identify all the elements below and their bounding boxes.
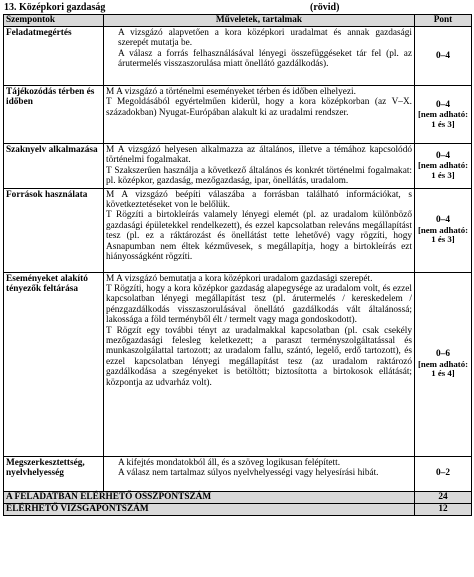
criterion-description	[104, 456, 415, 491]
column-header-criteria: Szempontok	[4, 15, 104, 27]
points-value: 0–6	[436, 349, 450, 360]
points-note: [nem adható: 1 és 3]	[417, 109, 469, 129]
description-line: T Rögzít egy további tényt az uradalmakkal kapcsolatban (pl. csak csekély mezőgazdasági felesleg keletkezett; a paraszt terményszolgáltatással és munkaszolgálattal tartozott; az uradalom fallu, szántó, legelő, erdő tartozott), és ezzel kapcsolatban lényegi megállapítást tesz (az uradalom raktározó gazdálkodása a szegényeket is betöltött; biztosította a birtokosok ellátását; központja az udvarház volt).	[106, 325, 412, 388]
points-value: 0–4	[436, 151, 450, 162]
criterion-label: Feladatmegértés	[4, 27, 104, 86]
description-line: T Megoldásából egyértelműen kiderül, hogy a kora középkorban (az V–X. századokban) Nyugat-Európában alakult ki az uradalmi rendszer.	[106, 97, 412, 118]
points-value: 0–4	[436, 215, 450, 226]
task-title: 13. Középkori gazdaság	[4, 2, 106, 13]
criterion-description	[104, 27, 415, 86]
summary-row	[4, 503, 472, 515]
points-cell	[415, 27, 472, 86]
table-header-row	[4, 15, 472, 27]
summary-points: 24	[415, 491, 472, 503]
summary-label: A FELADATBAN ELÉRHETŐ ÖSSZPONTSZÁM	[4, 491, 415, 503]
description-line: M A vizsgázó helyesen alkalmazza az általános, illetve a témához kapcsolódó történelmi fogalmakat.	[106, 145, 412, 166]
column-header-operations: Műveletek, tartalmak	[104, 15, 415, 27]
task-type-tag: (rövid)	[310, 2, 340, 13]
points-value: 0–4	[436, 99, 450, 110]
scoring-table	[3, 14, 472, 516]
points-note: [nem adható: 1 és 3]	[417, 160, 469, 181]
criterion-description	[104, 188, 415, 272]
points-value: 0–2	[436, 468, 450, 479]
criterion-label: Megszerkesztettség, nyelvhelyesség	[4, 456, 104, 491]
table-row	[4, 188, 472, 272]
table-row	[4, 456, 472, 491]
description-line: A válasz nem tartalmaz súlyos nyelvhelyességi vagy helyesírási hibát.	[118, 468, 379, 479]
table-row	[4, 272, 472, 456]
criterion-label: Eseményeket alakító tényezők feltárása	[4, 272, 104, 456]
criterion-label: Tájékozódás térben és időben	[4, 86, 104, 144]
description-line: M A vizsgázó beépíti válaszába a forrásban található információkat, s következtetéseket von le belőlük.	[106, 189, 412, 211]
description-line: A válasz a forrás felhasználásával lényegi összefüggéseket tár fel (pl. az árutermelés visszaszorulása miatt önellátó gazdálkodás).	[118, 48, 412, 70]
points-note: [nem adható: 1 és 4]	[417, 358, 469, 379]
points-note: [nem adható: 1 és 3]	[417, 224, 469, 245]
points-cell	[415, 188, 472, 272]
description-line: M A vizsgázó bemutatja a kora középkori uradalom gazdasági szerepét.	[106, 273, 373, 284]
description-line: M A vizsgázó a történelmi eseményeket térben és időben elhelyezi.	[106, 87, 356, 97]
description-line: T Rögzíti a birtokleírás valamely lényegi elemét (pl. az uradalom különböző gazdasági épületekkel rendelkezett), és ezzel kapcsolatban releváns megállapítást tesz (pl. ez a ráktározást és önellátást tette lehetővé) vagy rögzíti, hogy Asnapumban nem éltek kézművesek, s megállapítja, hogy a birtokleírás ezt hiányosságként rögzíti.	[106, 210, 412, 263]
points-cell	[415, 456, 472, 491]
task-header	[3, 2, 471, 14]
column-header-points: Pont	[415, 15, 472, 27]
description-line: T Szakszerűen használja a következő általános és konkrét történelmi fogalmakat: pl. középkor, gazdaság, mezőgazdaság, ipar, önellátás, uradalom.	[106, 165, 412, 187]
points-value: 0–4	[436, 50, 450, 61]
criterion-description	[104, 86, 415, 144]
points-cell	[415, 86, 472, 144]
description-line: A vizsgázó alapvetően a kora középkori uradalmat és annak gazdasági szerepét mutatja be.	[118, 28, 412, 49]
criterion-description	[104, 144, 415, 189]
points-cell	[415, 144, 472, 189]
table-row	[4, 27, 472, 86]
description-line: T Rögzíti, hogy a kora középkor gazdaság alapegysége az uradalom volt, és ezzel kapcsolatban lényegi megállapítást tesz (pl. árutermelés / kereskedelem / pénzgazdálkodás visszaszorulásával önellátó gazdálkodás vált általánossá; lakossága a föld terményből élt / termelt vagy maga gondoskodott).	[106, 284, 412, 326]
points-cell	[415, 272, 472, 456]
criterion-label: Források használata	[4, 188, 104, 272]
summary-label: ELÉRHETŐ VIZSGAPONTSZÁM	[4, 503, 415, 515]
summary-row	[4, 491, 472, 503]
description-line: A kifejtés mondatokból áll, és a szöveg logikusan felépített.	[118, 457, 341, 468]
table-row	[4, 86, 472, 144]
criterion-label: Szaknyelv alkalmazása	[4, 144, 104, 189]
summary-points: 12	[415, 503, 472, 515]
criterion-description	[104, 272, 415, 456]
table-row	[4, 144, 472, 189]
